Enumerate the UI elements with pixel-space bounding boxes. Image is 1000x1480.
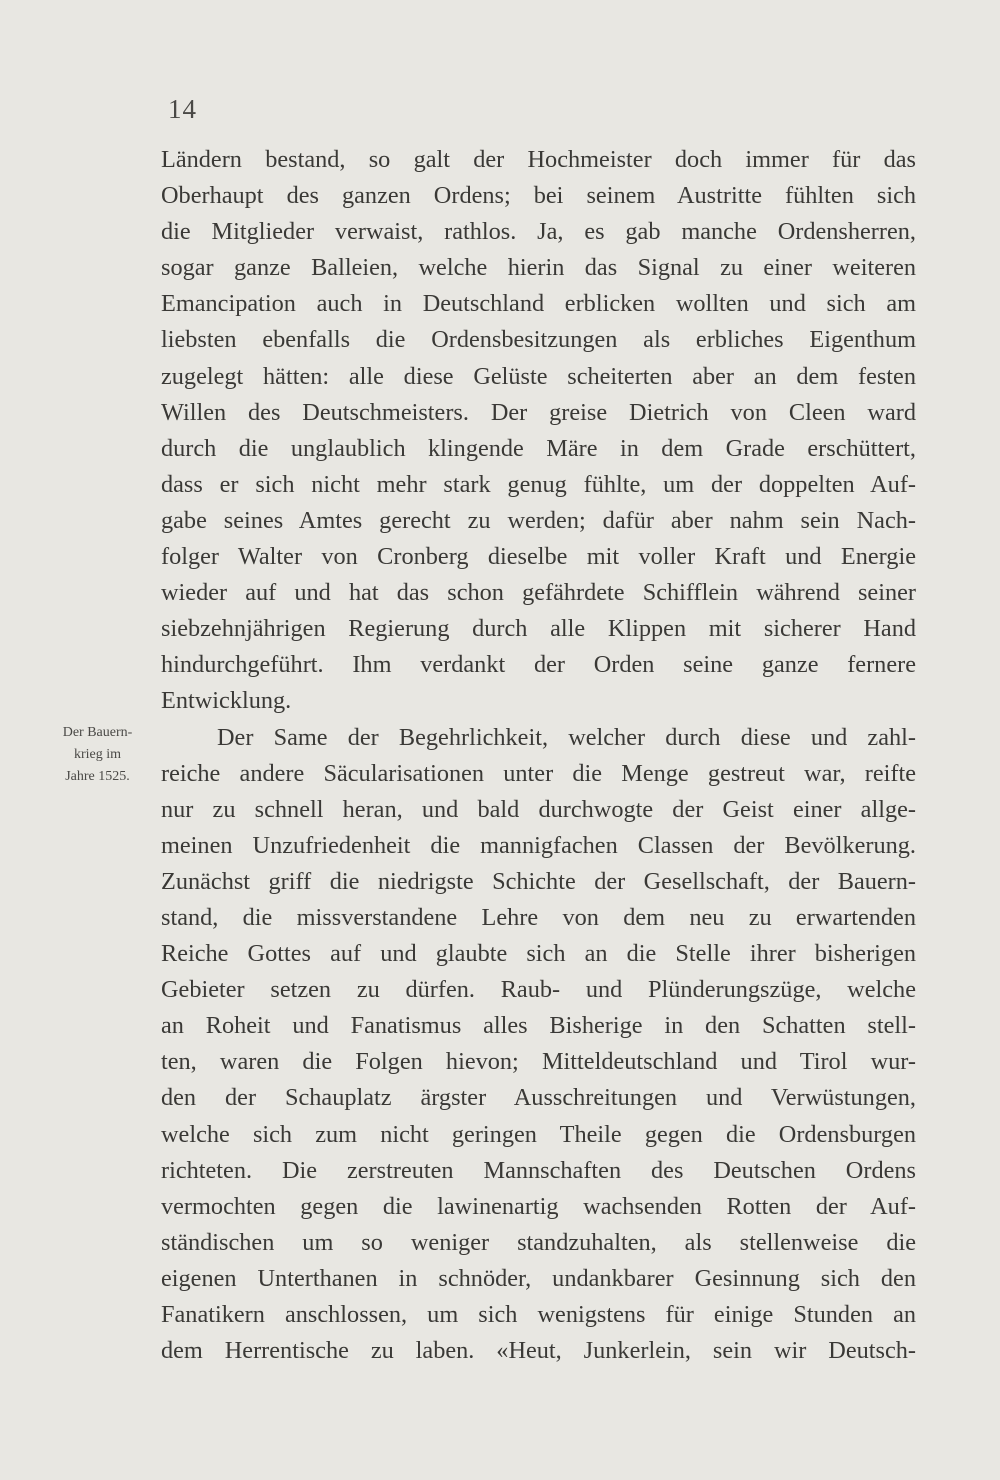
- text-line: eigenen Unterthanen in schnöder, undankbarer Gesinnung sich den: [161, 1264, 916, 1292]
- text-line: durch die unglaublich klingende Märe in dem Grade erschüttert,: [161, 434, 916, 462]
- text-line: die Mitglieder verwaist, rathlos. Ja, es gab manche Ordensherren,: [161, 218, 916, 246]
- text-line: richteten. Die zerstreuten Mannschaften des Deutschen Ordens: [161, 1156, 916, 1184]
- text-line: Entwicklung.: [161, 687, 292, 715]
- text-line: zugelegt hätten: alle diese Gelüste scheiterten aber an dem festen: [161, 362, 916, 390]
- text-line: an Roheit und Fanatismus alles Bisherige in den Schatten stell-: [161, 1012, 916, 1040]
- text-line: Emancipation auch in Deutschland erblicken wollten und sich am: [161, 290, 916, 318]
- body-text: [161, 142, 916, 1369]
- text-line: sogar ganze Balleien, welche hierin das Signal zu einer weiteren: [161, 254, 916, 282]
- text-line: meinen Unzufriedenheit die mannigfachen Classen der Bevölkerung.: [161, 831, 916, 859]
- text-line: Willen des Deutschmeisters. Der greise Dietrich von Cleen ward: [161, 398, 916, 426]
- text-line: ten, waren die Folgen hievon; Mitteldeutschland und Tirol wur-: [161, 1048, 916, 1076]
- text-line: Fanatikern anschlossen, um sich wenigstens für einige Stunden an: [161, 1301, 916, 1328]
- paragraph-1: [161, 142, 916, 720]
- margin-note-line: Der Bauern-: [62, 725, 133, 740]
- text-line: Oberhaupt des ganzen Ordens; bei seinem Austritte fühlten sich: [161, 182, 916, 210]
- text-line: dem Herrentische zu laben. «Heut, Junkerlein, sein wir Deutsch-: [161, 1337, 916, 1365]
- text-line: vermochten gegen die lawinenartig wachsenden Rotten der Auf-: [161, 1192, 916, 1220]
- page-number: 14: [168, 94, 197, 124]
- margin-note: [40, 722, 155, 788]
- text-line: Reiche Gottes auf und glaubte sich an die Stelle ihrer bisherigen: [161, 940, 916, 968]
- text-line: Zunächst griff die niedrigste Schichte der Gesellschaft, der Bauern-: [161, 867, 916, 895]
- text-line: Gebieter setzen zu dürfen. Raub- und Plünderungszüge, welche: [161, 976, 916, 1004]
- text-line: nur zu schnell heran, und bald durchwogte der Geist einer allge-: [161, 795, 916, 823]
- text-line: Der Same der Begehrlichkeit, welcher durch diese und zahl-: [217, 723, 916, 751]
- text-line: folger Walter von Cronberg dieselbe mit voller Kraft und Energie: [161, 543, 916, 571]
- text-line: hindurchgeführt. Ihm verdankt der Orden seine ganze fernere: [161, 651, 916, 679]
- text-line: liebsten ebenfalls die Ordensbesitzungen als erbliches Eigenthum: [161, 326, 916, 354]
- text-line: den der Schauplatz ärgster Ausschreitungen und Verwüstungen,: [161, 1084, 916, 1112]
- text-line: reiche andere Säcularisationen unter die Menge gestreut war, reifte: [161, 759, 916, 787]
- text-line: Ländern bestand, so galt der Hochmeister doch immer für das: [161, 146, 916, 173]
- text-line: gabe seines Amtes gerecht zu werden; dafür aber nahm sein Nach-: [161, 506, 916, 534]
- text-line: dass er sich nicht mehr stark genug fühlte, um der doppelten Auf-: [161, 470, 916, 498]
- text-line: siebzehnjährigen Regierung durch alle Klippen mit sicherer Hand: [161, 615, 916, 643]
- margin-note-line: Jahre 1525.: [65, 769, 130, 784]
- text-line: wieder auf und hat das schon gefährdete Schifflein während seiner: [161, 579, 916, 607]
- margin-note-line: krieg im: [73, 747, 122, 762]
- text-line: welche sich zum nicht geringen Theile gegen die Ordensburgen: [161, 1120, 916, 1148]
- paragraph-2: [161, 720, 916, 1370]
- text-line: ständischen um so weniger standzuhalten, als stellenweise die: [161, 1228, 916, 1256]
- text-line: stand, die missverstandene Lehre von dem neu zu erwartenden: [161, 903, 916, 931]
